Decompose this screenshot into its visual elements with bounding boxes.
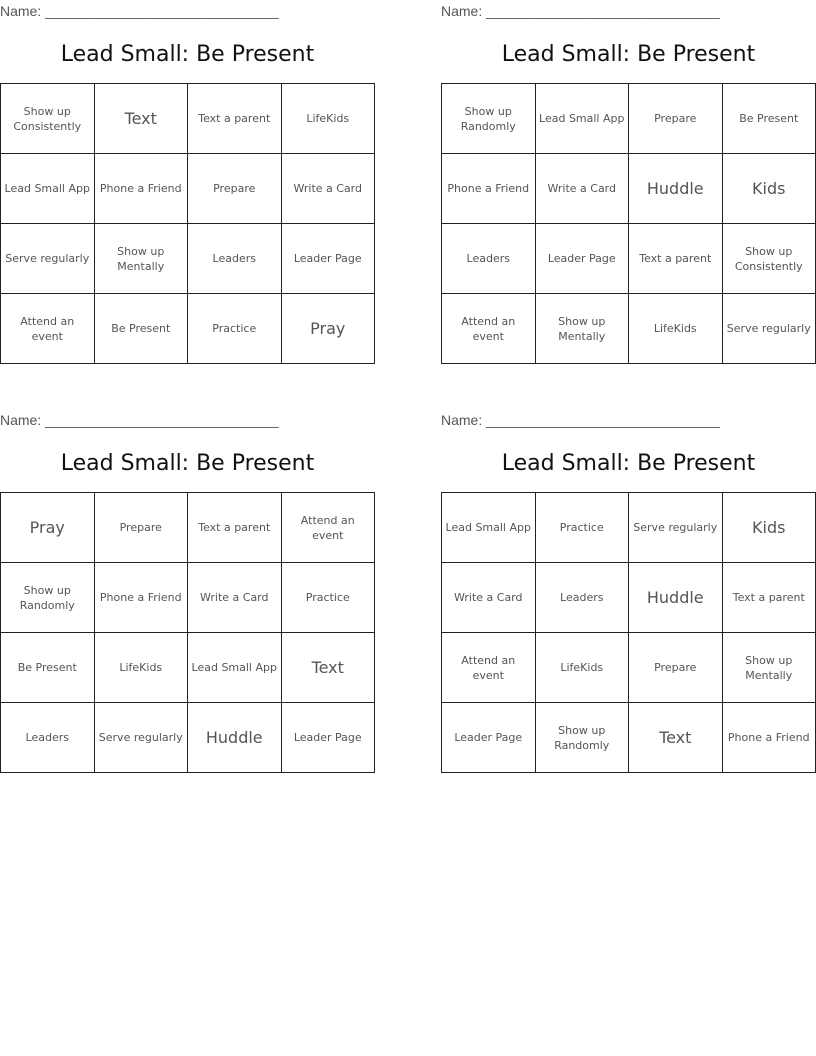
bingo-cell: Show up Mentally — [536, 294, 630, 364]
bingo-cell: Kids — [723, 154, 816, 224]
bingo-cell: Huddle — [188, 703, 282, 773]
name-field: Name: ______________________________ — [0, 3, 279, 19]
bingo-cell: Leader Page — [282, 224, 376, 294]
bingo-cell: Be Present — [1, 633, 95, 703]
bingo-cell: Phone a Friend — [95, 563, 189, 633]
bingo-cell: Text a parent — [188, 493, 282, 563]
name-field: Name: ______________________________ — [441, 3, 720, 19]
bingo-cell: Show up Mentally — [95, 224, 189, 294]
bingo-cell: Attend an event — [442, 633, 536, 703]
bingo-cell: Show up Consistently — [1, 84, 95, 154]
bingo-cell: Text a parent — [723, 563, 816, 633]
bingo-cell: Text — [282, 633, 376, 703]
bingo-cell: Leaders — [188, 224, 282, 294]
bingo-cell: Practice — [188, 294, 282, 364]
bingo-cell: Attend an event — [442, 294, 536, 364]
bingo-cell: Lead Small App — [442, 493, 536, 563]
bingo-cell: Serve regularly — [723, 294, 816, 364]
bingo-cell: Lead Small App — [536, 84, 630, 154]
card-title: Lead Small: Be Present — [501, 451, 756, 476]
bingo-grid — [441, 83, 816, 364]
card-title: Lead Small: Be Present — [501, 42, 756, 67]
bingo-cell: LifeKids — [536, 633, 630, 703]
bingo-cell: LifeKids — [95, 633, 189, 703]
bingo-cell: Kids — [723, 493, 816, 563]
bingo-grid — [441, 492, 816, 773]
bingo-cell: Attend an event — [282, 493, 376, 563]
bingo-grid — [0, 83, 375, 364]
bingo-cell: Leader Page — [442, 703, 536, 773]
bingo-cell: Phone a Friend — [723, 703, 816, 773]
bingo-cell: Practice — [282, 563, 376, 633]
bingo-cell: Show up Mentally — [723, 633, 816, 703]
bingo-cell: Write a Card — [282, 154, 376, 224]
bingo-cell: Leaders — [536, 563, 630, 633]
bingo-cell: Leaders — [1, 703, 95, 773]
bingo-cell: Phone a Friend — [442, 154, 536, 224]
bingo-cell: LifeKids — [629, 294, 723, 364]
bingo-cell: Phone a Friend — [95, 154, 189, 224]
bingo-cell: Be Present — [723, 84, 816, 154]
bingo-cell: Leader Page — [282, 703, 376, 773]
bingo-cell: Show up Randomly — [442, 84, 536, 154]
card-title: Lead Small: Be Present — [60, 451, 315, 476]
bingo-cell: Text — [629, 703, 723, 773]
bingo-cell: Show up Randomly — [1, 563, 95, 633]
bingo-cell: Write a Card — [188, 563, 282, 633]
bingo-cell: Be Present — [95, 294, 189, 364]
bingo-cell: Attend an event — [1, 294, 95, 364]
bingo-cell: Serve regularly — [1, 224, 95, 294]
bingo-cell: LifeKids — [282, 84, 376, 154]
bingo-cell: Write a Card — [536, 154, 630, 224]
card-title: Lead Small: Be Present — [60, 42, 315, 67]
bingo-cell: Prepare — [95, 493, 189, 563]
bingo-cell: Text a parent — [629, 224, 723, 294]
bingo-cell: Lead Small App — [188, 633, 282, 703]
bingo-cell: Write a Card — [442, 563, 536, 633]
bingo-cell: Pray — [1, 493, 95, 563]
bingo-cell: Prepare — [629, 633, 723, 703]
name-field: Name: ______________________________ — [441, 412, 720, 428]
bingo-cell: Leader Page — [536, 224, 630, 294]
bingo-cell: Text a parent — [188, 84, 282, 154]
bingo-cell: Serve regularly — [95, 703, 189, 773]
name-field: Name: ______________________________ — [0, 412, 279, 428]
bingo-cell: Huddle — [629, 154, 723, 224]
bingo-cell: Huddle — [629, 563, 723, 633]
bingo-cell: Show up Randomly — [536, 703, 630, 773]
bingo-cell: Lead Small App — [1, 154, 95, 224]
bingo-grid — [0, 492, 375, 773]
bingo-cell: Leaders — [442, 224, 536, 294]
bingo-cell: Pray — [282, 294, 376, 364]
bingo-cell: Practice — [536, 493, 630, 563]
bingo-cell: Prepare — [629, 84, 723, 154]
bingo-cell: Serve regularly — [629, 493, 723, 563]
bingo-cell: Prepare — [188, 154, 282, 224]
bingo-cell: Show up Consistently — [723, 224, 816, 294]
bingo-cell: Text — [95, 84, 189, 154]
